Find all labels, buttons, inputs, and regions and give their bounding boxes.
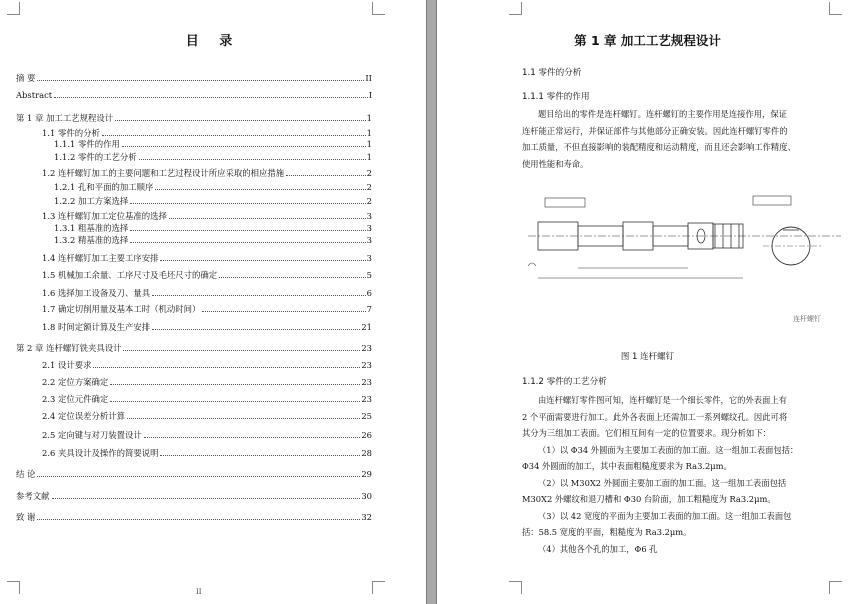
toc-entry-page: 3 [366,211,372,221]
toc-leader-dots [123,350,360,351]
toc-leader-dots [152,329,360,330]
toc-entry-title: 第 1 章 加工工艺规程设计 [16,113,114,123]
toc-entry-page: 2 [366,196,372,206]
toc-entry[interactable] [54,139,372,150]
toc-entry-page: 1 [366,128,372,138]
toc-entry-title: 2.5 定向键与对刀装置设计 [42,430,142,440]
paragraph-line: 2 个平面需要进行加工。此外各表面上还需加工一系列螺纹孔。因此可将 [522,411,788,422]
toc-entry[interactable] [16,491,372,502]
toc-entry[interactable] [16,73,372,84]
crop-mark-top-left [7,2,20,15]
toc-entry-title: Abstract [16,90,53,100]
toc-entry-page: 2 [366,182,372,192]
paragraph-line: 括：58.5 宽度的平面，粗糙度为 Ra3.2μm。 [522,527,692,537]
toc-leader-dots [37,80,364,81]
crop-mark-bottom-left [7,581,20,594]
toc-leader-dots [130,230,365,231]
toc-entry-page: 25 [361,411,372,421]
toc-entry[interactable] [54,152,372,163]
crop-mark-bottom-left [509,581,522,594]
toc-entry[interactable] [54,182,372,193]
toc-leader-dots [202,311,365,312]
toc-entry-title: 2.6 夹具设计及操作的简要说明 [42,448,159,458]
paragraph-process-analysis [522,392,834,557]
toc-entry[interactable] [42,322,372,333]
crop-mark-top-right [829,2,842,15]
toc-entry-page: 26 [361,430,372,440]
toc-entry-title: 2.1 设计要求 [42,360,92,370]
subsection-heading: 1.1.1 零件的作用 [522,92,590,102]
crop-mark-bottom-right [829,581,842,594]
toc-entry[interactable] [42,304,372,315]
toc-entry[interactable] [42,211,372,222]
toc-leader-dots [127,418,360,419]
toc-entry-title: 摘 要 [16,73,36,83]
toc-entry-page: 6 [366,288,372,298]
toc-entry-page: I [368,90,372,100]
toc-entry-title: 1.1.2 零件的工艺分析 [54,152,137,162]
paragraph-line: 题目给出的零件是连杆螺钉。连杆螺钉的主要作用是连接作用，保证 [538,109,787,119]
toc-entry[interactable] [16,512,372,523]
toc-entry-page: 28 [361,448,372,458]
toc-entry-page: 2 [366,168,372,178]
toc-entry-page: 1 [366,152,372,162]
toc-entry-title: 1.4 连杆螺钉加工主要工序安排 [42,253,159,263]
toc-leader-dots [54,97,368,98]
toc-entry-title: 致 谢 [16,512,36,522]
crop-mark-top-left [509,2,522,15]
toc-leader-dots [219,277,366,278]
paragraph-line: （1）以 Φ34 外圆面为主要加工表面的加工面。这一组加工表面包括： [538,444,799,455]
toc-entry[interactable] [42,377,372,388]
paragraph-line: （4）其他各个孔的加工，Φ6 孔 [538,543,658,554]
toc-entry-page: 1 [366,113,372,123]
paragraph-line: 连杆能正常运行，并保证部件与其他部分正确安装。因此连杆螺钉零件的 [522,125,788,136]
paragraph-line: 其分为三组加工表面。它们相互间有一定的位置要求。现分析如下： [522,428,771,438]
crop-mark-bottom-right [372,581,385,594]
toc-entry-title: 1.3.2 精基准的选择 [54,235,129,245]
toc-entry-page: 23 [361,394,372,404]
paragraph-part-function [522,106,834,172]
toc-entry-title: 第 2 章 连杆螺钉铣夹具设计 [16,343,122,353]
toc-leader-dots [144,437,361,438]
toc-entry-title: 1.2.1 孔和平面的加工顺序 [54,182,154,192]
toc-entry-title: 1.5 机械加工余量、工序尺寸及毛坯尺寸的确定 [42,270,218,280]
toc-entry-page: II [365,73,372,83]
toc-entry[interactable] [42,430,372,441]
toc-leader-dots [139,159,366,160]
toc-entry[interactable] [42,448,372,459]
toc-entry[interactable] [54,196,372,207]
toc-entry[interactable] [16,343,372,354]
toc-entry[interactable] [16,90,372,101]
toc-entry-page: 30 [361,491,372,501]
toc-page [0,0,426,604]
toc-entry[interactable] [42,394,372,405]
toc-entry-page: 23 [361,343,372,353]
toc-leader-dots [160,260,365,261]
paragraph-line: M30X2 外螺纹和退刀槽和 Φ30 台阶面，加工粗糙度为 Ra3.2μm。 [522,494,776,504]
toc-entry-title: 1.1 零件的分析 [42,128,100,138]
toc-entry[interactable] [42,411,372,422]
toc-entry-title: 1.3 连杆螺钉加工定位基准的选择 [42,211,167,221]
toc-leader-dots [110,384,360,385]
toc-leader-dots [37,476,360,477]
page-gutter [426,0,437,604]
figure-caption: 图 1 连杆螺钉 [620,352,675,362]
toc-entry[interactable] [42,360,372,371]
paragraph-line: （3）以 42 宽度的平面为主要加工表面的加工面。这一组加工表面包 [538,510,792,521]
toc-leader-dots [155,189,365,190]
toc-leader-dots [93,367,360,368]
paragraph-line: 使用性能和寿命。 [522,158,589,169]
content-page [437,0,858,604]
toc-leader-dots [152,295,366,296]
toc-leader-dots [286,175,366,176]
chapter-title: 第 1 章 加工工艺规程设计 [574,33,721,48]
toc-entry-title: 1.6 选择加工设备及刀、量具 [42,288,151,298]
toc-leader-dots [160,455,360,456]
toc-entry-title: 2.4 定位误差分析计算 [42,411,125,421]
toc-entry-title: 2.2 定位方案确定 [42,377,109,387]
toc-entry-title: 1.1.1 零件的作用 [54,139,120,149]
toc-leader-dots [115,120,366,121]
toc-entry-title: 1.2 连杆螺钉加工的主要问题和工艺过程设计所应采取的相应措施 [42,168,285,178]
toc-leader-dots [122,146,366,147]
toc-leader-dots [130,203,365,204]
subsection-heading: 1.1.2 零件的工艺分析 [522,377,607,387]
toc-entry-page: 23 [361,360,372,370]
page-number: II [196,588,202,596]
toc-entry-title: 参考文献 [16,491,50,501]
toc-leader-dots [130,242,365,243]
paragraph-line: Φ34 外圆面的加工，其中表面粗糙度要求为 Ra3.2μm。 [522,461,732,471]
toc-entry[interactable] [42,270,372,281]
section-heading: 1.1 零件的分析 [522,68,582,78]
toc-entry[interactable] [42,288,372,299]
drawing-label: 连杆螺钉 [793,315,821,323]
paragraph-line: （2）以 M30X2 外圆面主要加工面的加工面。这一组加工表面包括 [538,477,787,488]
toc-entry[interactable] [54,223,372,234]
toc-entry-title: 1.3.1 粗基准的选择 [54,223,129,233]
toc-title: 目 录 [185,34,241,49]
toc-entry-page: 3 [366,253,372,263]
toc-entry-page: 7 [366,304,372,314]
toc-entry-page: 3 [366,223,372,233]
toc-entry-title: 1.8 时间定额计算及生产安排 [42,322,151,332]
toc-leader-dots [110,401,360,402]
toc-entry-page: 32 [361,512,372,522]
toc-entry[interactable] [42,128,372,139]
paragraph-line: 加工质量，不但直接影响的装配精度和运动精度，而且还会影响工作精度、 [522,142,796,152]
toc-entry-page: 23 [361,377,372,387]
toc-entry-title: 1.2.2 加工方案选择 [54,196,129,206]
toc-leader-dots [102,135,366,136]
part-drawing [523,188,858,338]
toc-leader-dots [52,498,361,499]
toc-entry[interactable] [42,253,372,264]
paragraph-line: 由连杆螺钉零件图可知，连杆螺钉是一个细长零件，它的外表面上有 [538,395,787,405]
toc-entry[interactable] [16,113,372,124]
toc-entry-title: 2.3 定位元件确定 [42,394,109,404]
toc-entry-page: 29 [361,469,372,479]
toc-entry-page: 5 [366,270,372,280]
toc-entry-page: 1 [366,139,372,149]
toc-entry[interactable] [16,469,372,480]
toc-leader-dots [169,218,366,219]
toc-leader-dots [37,519,360,520]
toc-entry-title: 结 论 [16,469,36,479]
toc-entry-title: 1.7 确定切削用量及基本工时（机动时间） [42,304,201,314]
toc-entry-page: 3 [366,235,372,245]
crop-mark-top-right [372,2,385,15]
toc-entry-page: 21 [361,322,372,332]
toc-entry[interactable] [42,168,372,179]
toc-entry[interactable] [54,235,372,246]
